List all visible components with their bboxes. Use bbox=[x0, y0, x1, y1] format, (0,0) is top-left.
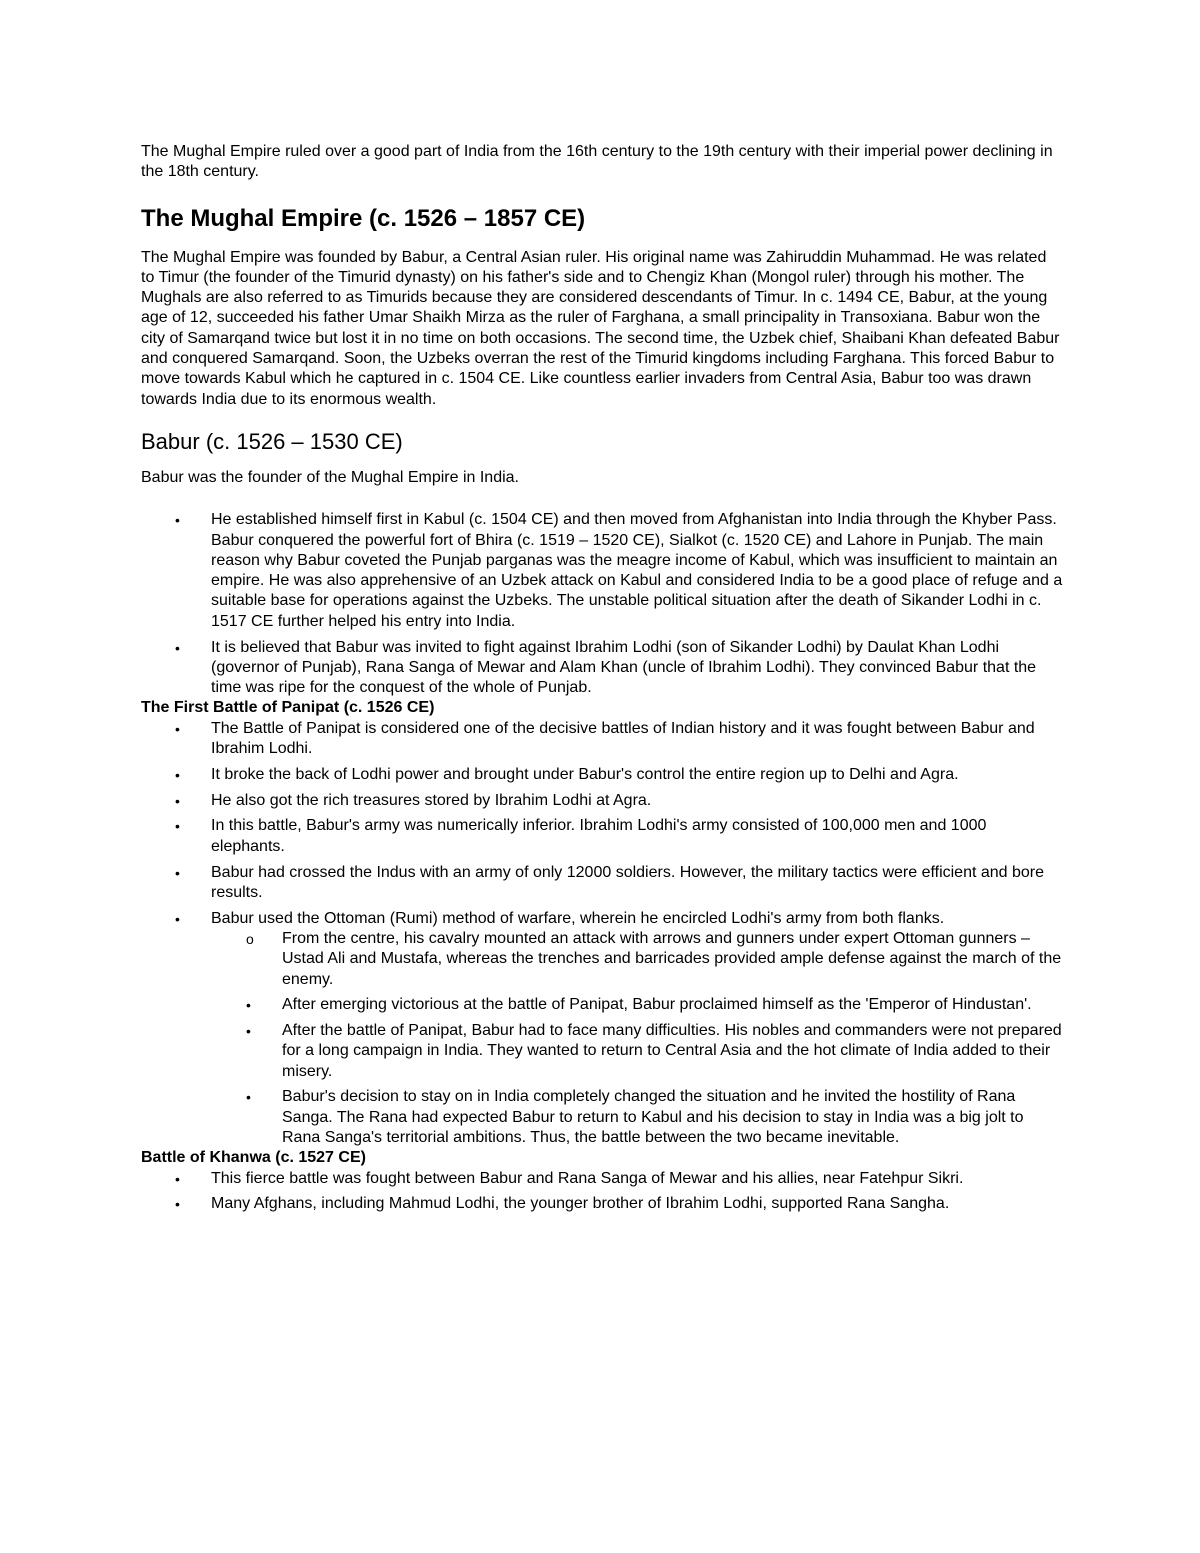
list-item-text: It broke the back of Lodhi power and brought under Babur's control the entire region up to Delhi and Agra. bbox=[211, 765, 959, 783]
bullet-icon: • bbox=[175, 1170, 180, 1187]
list-item bbox=[175, 1169, 1063, 1189]
list-item bbox=[175, 863, 1063, 904]
bullet-icon: • bbox=[175, 720, 180, 737]
list-item-text: Babur had crossed the Indus with an army of only 12000 soldiers. However, the military tactics were efficient and bore results. bbox=[211, 863, 1045, 901]
bullet-icon: • bbox=[175, 792, 180, 809]
list-item bbox=[175, 1194, 1063, 1214]
list-item bbox=[175, 816, 1063, 857]
sub-list-item-text: Babur's decision to stay on in India completely changed the situation and he invited the hostility of Rana Sanga. The Rana had expected Babur to return to Kabul and his decision to stay in India was a big jolt to Rana Sanga's territorial ambitions. Thus, the battle between the two became inevitable. bbox=[282, 1088, 1024, 1147]
list-item-text: The Battle of Panipat is considered one of the decisive battles of Indian history and it was fought between Babur and Ibrahim Lodhi. bbox=[211, 719, 1035, 758]
sub-list-item bbox=[246, 929, 1063, 990]
heading-mughal-empire: The Mughal Empire (c. 1526 – 1857 CE) bbox=[141, 204, 586, 232]
list-item bbox=[175, 909, 1063, 929]
bullet-icon: • bbox=[175, 910, 180, 927]
bullet-icon: • bbox=[175, 1196, 180, 1213]
bullet-icon: • bbox=[175, 818, 180, 835]
sub-list-item-text: After the battle of Panipat, Babur had to face many difficulties. His nobles and commanders were not prepared for a long campaign in India. They wanted to return to Central Asia and the hot climate of India added to their misery. bbox=[282, 1022, 1062, 1080]
babur-paragraph: Babur was the founder of the Mughal Empire in India. bbox=[141, 468, 519, 486]
list-item-text: He established himself first in Kabul (c. 1504 CE) and then moved from Afghanistan into India through the Khyber Pass. Babur conquered the powerful fort of Bhira (c. 1519 – 1520 CE), Sialkot (c. 1520 CE) and Lahore in Punjab. The main reason why Babur coveted the Punjab parganas was the meagre income of Kabul, which was insufficient to maintain an empire. He was also apprehensive of an Uzbek attack on Kabul and considered India to be a good place of refuge and a suitable base for operations against the Uzbeks. The unstable political situation after the death of Sikander Lodhi in c. 1517 CE further helped his entry into India. bbox=[211, 511, 1063, 630]
babur-bullet-list bbox=[141, 510, 1063, 698]
heading-babur: Babur (c. 1526 – 1530 CE) bbox=[141, 428, 403, 454]
bullet-icon: • bbox=[175, 639, 180, 656]
list-item bbox=[175, 510, 1063, 632]
list-item-text: In this battle, Babur's army was numerically inferior. Ibrahim Lodhi's army consisted of 100,000 men and 1000 elephants. bbox=[211, 817, 987, 855]
list-item bbox=[175, 765, 1063, 785]
list-item-text: Babur used the Ottoman (Rumi) method of warfare, wherein he encircled Lodhi's army from both flanks. bbox=[211, 909, 945, 927]
list-item bbox=[175, 638, 1063, 699]
bullet-icon: • bbox=[246, 1089, 251, 1106]
heading-battle-khanwa: Battle of Khanwa (c. 1527 CE) bbox=[141, 1149, 366, 1167]
list-item-text: He also got the rich treasures stored by Ibrahim Lodhi at Agra. bbox=[211, 791, 652, 809]
bullet-icon: • bbox=[246, 1023, 251, 1040]
list-item-text: It is believed that Babur was invited to fight against Ibrahim Lodhi (son of Sikander Lodhi) by Daulat Khan Lodhi (governor of Punjab), Rana Sanga of Mewar and Alam Khan (uncle of Ibrahim Lodhi). They convinced Babur that the time was ripe for the conquest of the whole of Punjab. bbox=[211, 638, 1037, 697]
heading-first-battle-panipat: The First Battle of Panipat (c. 1526 CE) bbox=[141, 699, 435, 717]
list-item bbox=[175, 719, 1063, 760]
list-item bbox=[175, 791, 1063, 811]
sub-list-item bbox=[246, 1087, 1063, 1148]
bullet-icon: • bbox=[175, 864, 180, 881]
sub-list-item bbox=[246, 995, 1063, 1015]
document-page bbox=[141, 142, 1063, 1215]
panipat-sub-bullet-list bbox=[141, 929, 1063, 1148]
sub-list-item-text: From the centre, his cavalry mounted an attack with arrows and gunners under expert Ottoman gunners – Ustad Ali and Mustafa, whereas the trenches and barricades provided ample defense against the march of the enemy. bbox=[282, 929, 1062, 988]
circle-bullet-icon: o bbox=[246, 930, 254, 947]
mughal-empire-paragraph: The Mughal Empire was founded by Babur, a Central Asian ruler. His original name was Zahiruddin Muhammad. He was related to Timur (the founder of the Timurid dynasty) on his father's side and to Chengiz Khan (Mongol ruler) through his mother. The Mughals are also referred to as Timurids because they are considered descendants of Timur. In c. 1494 CE, Babur, at the young age of 12, succeeded his father Umar Shaikh Mirza as the ruler of Farghana, a small principality in Transoxiana. Babur won the city of Samarqand twice but lost it in no time on both occasions. The second time, the Uzbek chief, Shaibani Khan defeated Babur and conquered Samarqand. Soon, the Uzbeks overran the rest of the Timurid kingdoms including Farghana. This forced Babur to move towards Kabul which he captured in c. 1504 CE. Like countless earlier invaders from Central Asia, Babur too was drawn towards India due to its enormous wealth. bbox=[141, 248, 1060, 408]
sub-list-item bbox=[246, 1021, 1063, 1082]
list-item-text: This fierce battle was fought between Babur and Rana Sanga of Mewar and his allies, near Fatehpur Sikri. bbox=[211, 1169, 964, 1187]
bullet-icon: • bbox=[175, 766, 180, 783]
list-item-text: Many Afghans, including Mahmud Lodhi, the younger brother of Ibrahim Lodhi, supported Rana Sangha. bbox=[211, 1195, 950, 1213]
bullet-icon: • bbox=[246, 997, 251, 1014]
intro-paragraph: The Mughal Empire ruled over a good part of India from the 16th century to the 19th century with their imperial power declining in the 18th century. bbox=[141, 143, 1053, 181]
sub-list-item-text: After emerging victorious at the battle of Panipat, Babur proclaimed himself as the 'Emperor of Hindustan'. bbox=[282, 996, 1032, 1014]
khanwa-bullet-list bbox=[141, 1169, 1063, 1215]
panipat-bullet-list bbox=[141, 719, 1063, 929]
bullet-icon: • bbox=[175, 512, 180, 529]
